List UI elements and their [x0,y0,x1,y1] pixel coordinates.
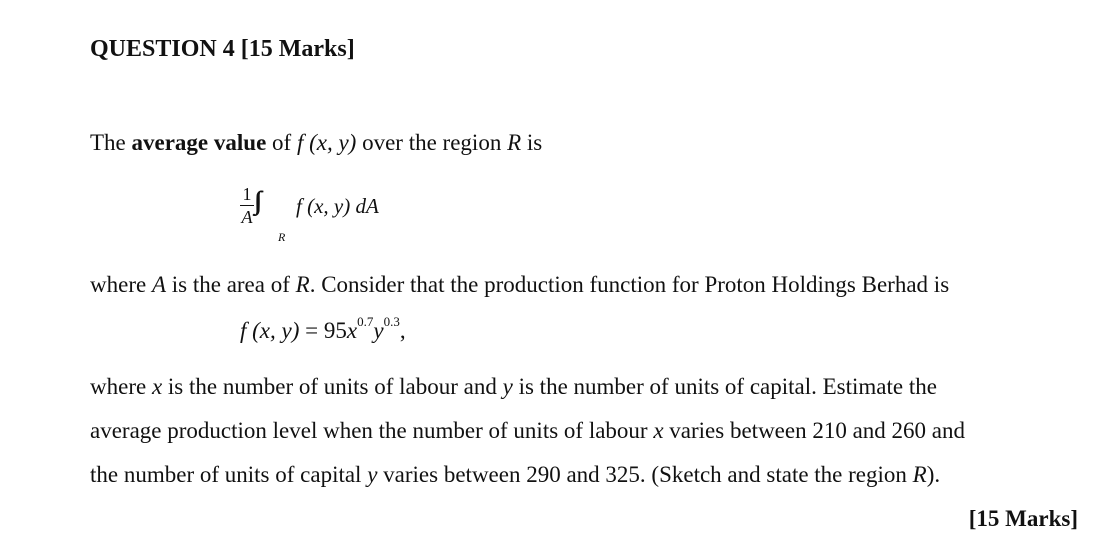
marks-label: [15 Marks] [968,506,1078,531]
text-segment: where [90,272,152,297]
text-segment: The [90,130,132,155]
text-segment: varies between 210 and 260 and [663,418,966,443]
x-exponent: 0.7 [357,314,374,329]
y-variable: y [367,462,378,487]
definition-line [90,130,542,156]
punctuation: , [399,318,406,343]
text-segment: the number of units of capital [90,462,368,487]
average-value-formula [240,180,440,260]
text-segment: is the number of units of labour and [162,374,503,399]
x-variable: x [653,418,664,443]
double-integral-sign: ∫∫ [254,186,257,215]
function-notation: f (x, y) [296,130,357,155]
question-heading: QUESTION 4 [15 Marks] [90,36,355,62]
production-function-formula [240,314,406,344]
variables-line [90,374,937,400]
function-lhs: f (x, y) [240,318,300,343]
average-value-term: average value [131,130,267,155]
fraction-denominator: A [241,207,253,227]
y-variable: y [373,318,384,343]
text-segment: where [90,374,152,399]
text-segment: varies between 290 and 325. (Sketch and state the region [377,462,913,487]
text-segment: is [521,130,543,155]
area-and-production-line [90,272,949,298]
text-segment: . Consider that the production function for Proton Holdings Berhad is [309,272,950,297]
coefficient: = 95 [299,318,347,343]
region-symbol: R [295,272,310,297]
text-segment: average production level when the number of units of labour [90,418,654,443]
fraction-numerator: 1 [242,184,252,204]
text-segment: over the region [356,130,508,155]
text-segment: ). [926,462,941,487]
y-exponent: 0.3 [383,314,400,329]
integral-region-subscript: R [278,230,286,244]
x-variable: x [346,318,358,343]
fraction-bar [240,205,254,206]
text-segment: is the number of units of capital. Estimate the [512,374,937,399]
fraction [240,184,257,227]
area-symbol: A [151,272,166,297]
region-symbol: R [912,462,927,487]
text-segment: is the area of [166,272,296,297]
integrand: f (x, y) dA [296,194,379,218]
labour-range-line [90,418,965,444]
x-variable: x [151,374,163,399]
text-segment: of [266,130,297,155]
capital-range-line [90,462,940,488]
y-variable: y [502,374,513,399]
region-symbol: R [507,130,522,155]
